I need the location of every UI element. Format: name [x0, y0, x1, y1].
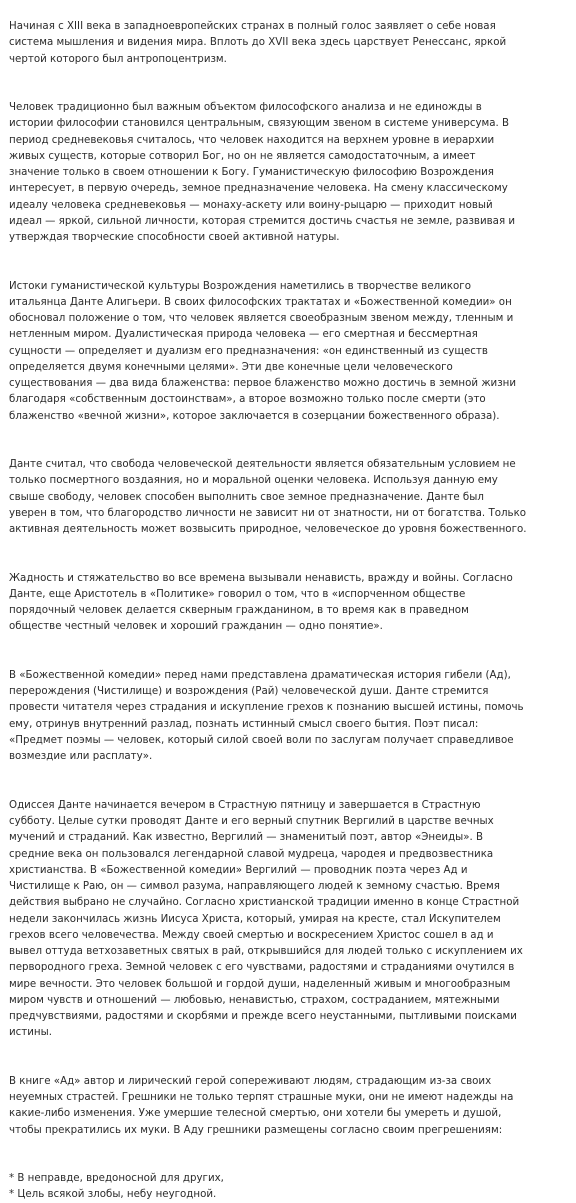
text-line: порядочный человек делается скверным гражданином, в то время как в праведном — [9, 604, 469, 617]
text-line: свыше свободу, человек способен выполнить свое земное предназначение. Данте был — [9, 490, 484, 503]
text-line: обществе честный человек и хороший гражданин — одно понятие». — [9, 620, 383, 633]
paragraph-inferno — [9, 1073, 568, 1138]
text-line: возмездие или расплату». — [9, 750, 153, 763]
text-line: итальянца Данте Алигьери. В своих философских трактатах и «Божественной комедии» он — [9, 295, 512, 308]
text-line: грехов всего человечества. Между своей смертью и воскресением Христос сошел в ад и — [9, 928, 494, 941]
text-line: блаженство «вечной жизни», которое заключается в созерцании божественного образа). — [9, 409, 500, 422]
text-line: активная деятельность может возвысить природное, человеческое до уровня божественного. — [9, 523, 527, 536]
text-line: неуемных страстей. Грешники не только терпят страшные муки, они не имеют надежды на — [9, 1091, 514, 1104]
text-line: провести читателя через страдания и искупление грехов к познанию высшей истины, помочь — [9, 701, 524, 714]
text-line: мучений и страданий. Как известно, Вергилий — знаменитый поэт, автор «Энеиды». В — [9, 831, 484, 844]
text-line: нетленным миром. Дуалистическая природа человека — его смертная и бессмертная — [9, 328, 478, 341]
text-line: только посмертного воздаяния, но и моральной оценки человека. Используя данную ему — [9, 474, 498, 487]
text-line: Одиссея Данте начинается вечером в Страстную пятницу и завершается в Страстную — [9, 798, 481, 811]
paragraph-intro — [9, 18, 568, 67]
paragraph-freedom — [9, 456, 568, 537]
text-line: Данте считал, что свобода человеческой деятельности является обязательным условием не — [9, 458, 516, 471]
text-line: действия выбрано не случайно. Согласно христианской традиции именно в конце Страстной — [9, 896, 520, 909]
text-line: определяется двумя конечными целями». Эти две конечные цели человеческого — [9, 360, 453, 373]
text-line: «Предмет поэмы — человек, который силой своей воли по заслугам получает справедливое — [9, 733, 514, 746]
text-line: утверждая творческие способности своей активной натуры. — [9, 231, 340, 244]
paragraph-dante-origins — [9, 278, 568, 424]
text-line: В «Божественной комедии» перед нами представлена драматическая история гибели (Ад), — [9, 668, 511, 681]
text-line: В книге «Ад» автор и лирический герой сопереживают людям, страдающим из-за своих — [9, 1074, 492, 1087]
text-line: уверен в том, что благородство личности не зависит ни от знатности, ни от богатства. Только — [9, 506, 527, 519]
text-line: значение только в своем отношении к Богу. Гуманистическую философию Возрождения — [9, 166, 494, 179]
text-line: Жадность и стяжательство во все времена вызывали ненависть, вражду и войны. Согласно — [9, 571, 513, 584]
text-line: истории философии становился центральным, связующим звеном в системе универсума. В — [9, 117, 510, 130]
text-line: чертой которого был антропоцентризм. — [9, 52, 227, 65]
text-line: живых существ, которые сотворил Бог, но он не является самодостаточным, а имеет — [9, 149, 476, 162]
text-line: какие-либо изменения. Уже умершие телесной смертью, они хотели бы умереть и душой, — [9, 1107, 502, 1120]
text-line: Чистилище к Раю, он — символ разума, направляющего людей к земному счастью. Время — [9, 880, 500, 893]
text-line: Человек традиционно был важным объектом философского анализа и не единожды в — [9, 101, 482, 114]
text-line: Начиная с XIII века в западноевропейских странах в полный голос заявляет о себе новая — [9, 20, 496, 32]
text-line: обосновал положение о том, что человек является своеобразным звеном между, тленным и — [9, 312, 514, 325]
text-line: мире вечности. Это человек большой и гордой души, наделенный живым и многообразным — [9, 977, 511, 990]
text-line: перерождения (Чистилище) и возрождения (Рай) человеческой души. Данте стремится — [9, 685, 489, 698]
text-line: христианства. В «Божественной комедии» Вергилий — проводник поэта через Ад и — [9, 863, 468, 876]
text-line: ему, отринув внутренний разлад, познать истинный смысл своего бытия. Поэт писал: — [9, 717, 479, 730]
paragraph-human-object — [9, 99, 568, 245]
text-line: период средневековья считалось, что человек находится на верхнем уровне в иерархии — [9, 133, 495, 146]
text-line: Истоки гуманистической культуры Возрождения наметились в творчестве великого — [9, 279, 471, 292]
text-line: предчувствиями, радостями и скорбями и прежде всего неустанными, пытливыми поисками — [9, 1010, 517, 1023]
text-line: вывел оттуда ветхозаветных святых в рай, открывшийся для людей только с искуплением их — [9, 945, 523, 958]
paragraph-divine-comedy — [9, 667, 568, 765]
text-line: чтобы прекратились их муки. В Аду грешники размещены согласно своим прегрешениям: — [9, 1123, 503, 1136]
text-line: существования — два вида блаженства: первое блаженство можно достичь в земной жизни — [9, 377, 517, 390]
verse-list — [9, 1170, 568, 1203]
text-line: недели закончилась жизнь Иисуса Христа, который, умирая на кресте, стал Искупителем — [9, 912, 501, 925]
text-line: идеал — яркой, сильной личности, которая стремится достичь счастья не земле, развивая и — [9, 214, 516, 227]
text-line: миром чувств и отношений — любовью, ненавистью, страхом, состраданием, мятежными — [9, 993, 500, 1006]
text-line: средние века он пользовался легендарной славой мудреца, чародея и предвозвестника — [9, 847, 494, 860]
list-item: * В неправде, вредоносной для других, — [9, 1172, 224, 1185]
text-line: Данте, еще Аристотель в «Политике» говорил о том, что в «испорченном обществе — [9, 587, 466, 600]
paragraph-odyssey — [9, 797, 568, 1041]
text-line: система мышления и видения мира. Вплоть до XVII века здесь царствует Ренессанс, яркой — [9, 36, 507, 49]
text-line: субботу. Целые сутки проводят Данте и его верный спутник Вергилий в царстве вечных — [9, 815, 494, 828]
text-line: благодаря «собственным достоинствам», а второе возможно только после смерти (это — [9, 393, 486, 406]
text-line: сущности — определяет и дуализм его предназначения: «он единственный из существ — [9, 344, 488, 357]
text-line: истины. — [9, 1026, 52, 1039]
paragraph-greed — [9, 570, 568, 635]
text-line: интересует, в первую очередь, земное предназначение человека. На смену классическому — [9, 182, 508, 195]
list-item: * Цель всякой злобы, небу неугодной. — [9, 1188, 217, 1201]
text-line: первородного греха. Земной человек с его чувствами, радостями и страданиями очутился в — [9, 961, 515, 974]
text-line: идеалу человека средневековья — монаху-аскету или воину-рыцарю — приходит новый — [9, 198, 493, 211]
